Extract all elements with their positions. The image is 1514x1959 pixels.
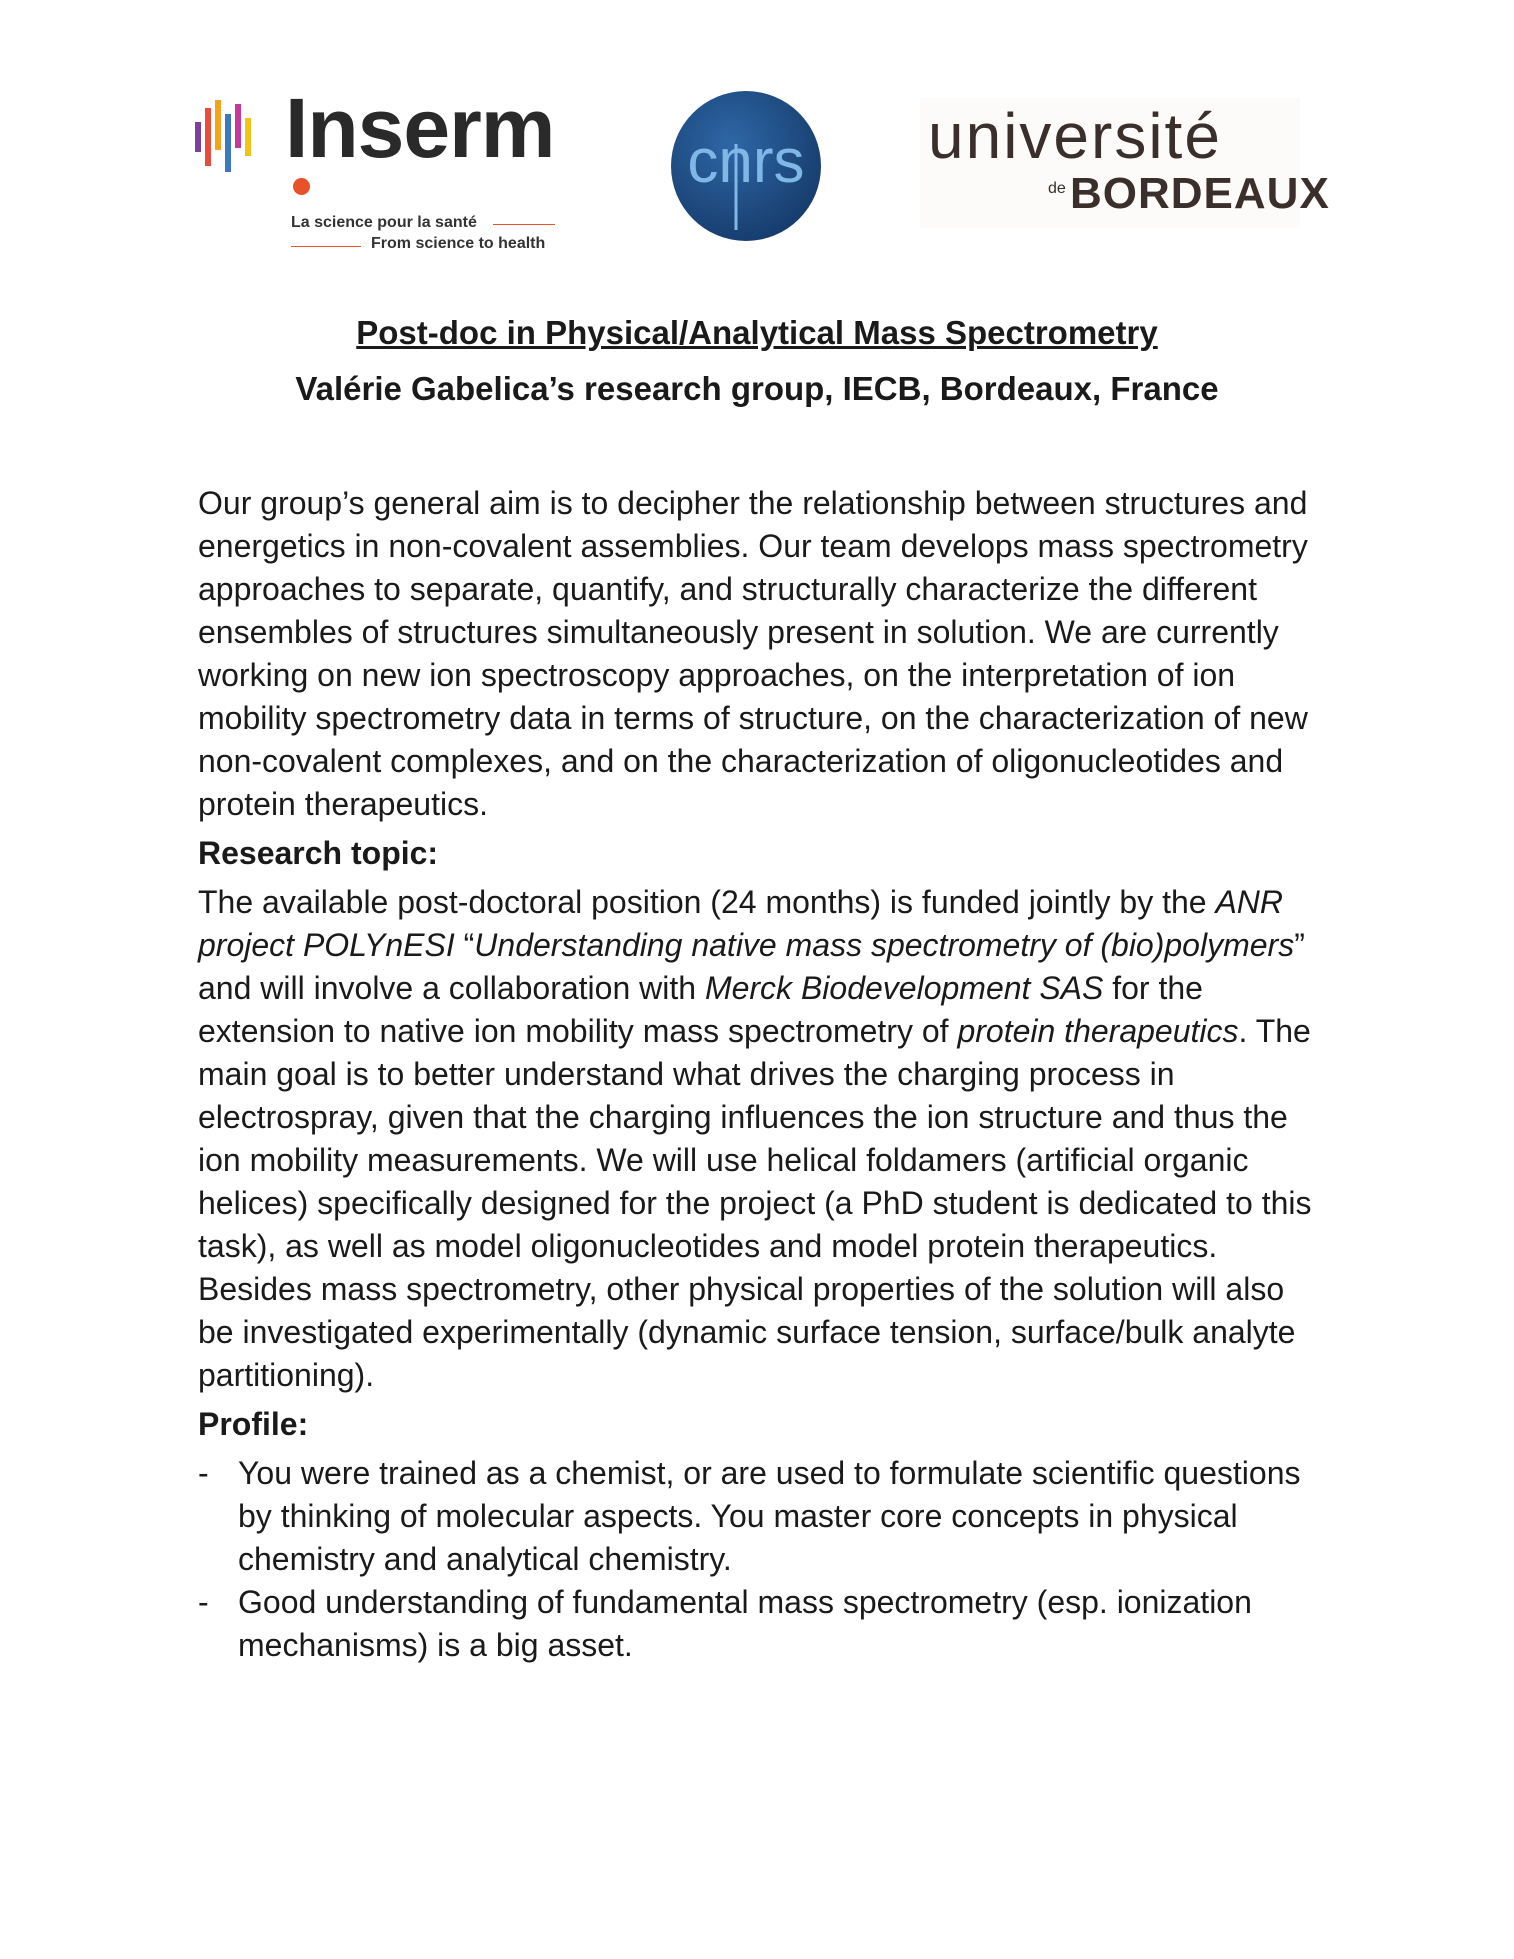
research-topic-heading: Research topic: <box>198 835 439 871</box>
universite-bordeaux-logo <box>920 98 1330 228</box>
research-text: The available post-doctoral position (24 months) is funded jointly by the <box>198 884 1216 920</box>
research-text: “ <box>454 927 475 963</box>
profile-heading: Profile: <box>198 1406 309 1442</box>
cnrs-logo <box>670 90 822 242</box>
inserm-dot-icon <box>293 178 310 195</box>
anr-project-title: Understanding native mass spectrometry of (bio)polymers <box>474 927 1295 963</box>
list-item <box>198 1452 1323 1581</box>
inserm-logo <box>195 81 565 254</box>
list-item-text: Good understanding of fundamental mass spectrometry (esp. ionization mechanisms) is a big asset. <box>238 1584 1252 1663</box>
inserm-rule <box>291 246 361 247</box>
bordeaux-wordmark: BORDEAUX <box>1070 169 1330 218</box>
document-body <box>198 482 1323 1667</box>
inserm-bars-icon <box>195 100 257 172</box>
merck-name: Merck Biodevelopment SAS <box>704 970 1104 1006</box>
protein-therapeutics: protein therapeutics <box>957 1013 1239 1049</box>
profile-list <box>198 1452 1323 1667</box>
list-bullet: - <box>198 1455 209 1491</box>
research-paragraph <box>198 881 1323 1397</box>
inserm-tagline-en: From science to health <box>371 235 546 252</box>
list-bullet: - <box>198 1584 209 1620</box>
inserm-tagline-fr: La science pour la santé <box>291 214 477 231</box>
universite-wordmark: université <box>928 100 1222 172</box>
logo-row <box>190 81 1330 258</box>
list-item <box>198 1581 1323 1667</box>
anr-project-name: ANR project POLYnESI <box>198 884 1284 963</box>
cnrs-wordmark: cnrs <box>687 127 805 196</box>
inserm-rule <box>493 224 555 225</box>
list-item-text: You were trained as a chemist, or are used to formulate scientific questions by thinking of molecular aspects. You master core concepts in physical chemistry and analytical chemistry. <box>238 1455 1301 1577</box>
research-text: ” and will involve a collaboration with <box>198 927 1305 1006</box>
research-text: for the extension to native ion mobility mass spectrometry of <box>198 970 1203 1049</box>
de-wordmark: de <box>1048 180 1066 197</box>
page-title: Post-doc in Physical/Analytical Mass Spectrometry <box>356 314 1158 351</box>
intro-paragraph: Our group’s general aim is to decipher the relationship between structures and energetics in non-covalent assemblies. Our team develops mass spectrometry approaches to separate, quantify, and structurally characterize the different ensembles of structures simultaneously present in solution. We are currently working on new ion spectroscopy approaches, on the interpretation of ion mobility spectrometry data in terms of structure, on the characterization of new non-covalent complexes, and on the characterization of oligonucleotides and protein therapeutics. <box>198 485 1308 822</box>
page-subtitle: Valérie Gabelica’s research group, IECB, Bordeaux, France <box>295 370 1219 407</box>
inserm-wordmark: Inserm <box>285 81 555 175</box>
research-text: . The main goal is to better understand what drives the charging process in electrospray, given that the charging influences the ion structure and thus the ion mobility measurements. We will use helical foldamers (artificial organic helices) specifically designed for the project (a PhD student is dedicated to this task), as well as model oligonucleotides and model protein therapeutics. Besides mass spectrometry, other physical properties of the solution will also be investigated experimentally (dynamic surface tension, surface/bulk analyte partitioning). <box>198 1013 1312 1393</box>
